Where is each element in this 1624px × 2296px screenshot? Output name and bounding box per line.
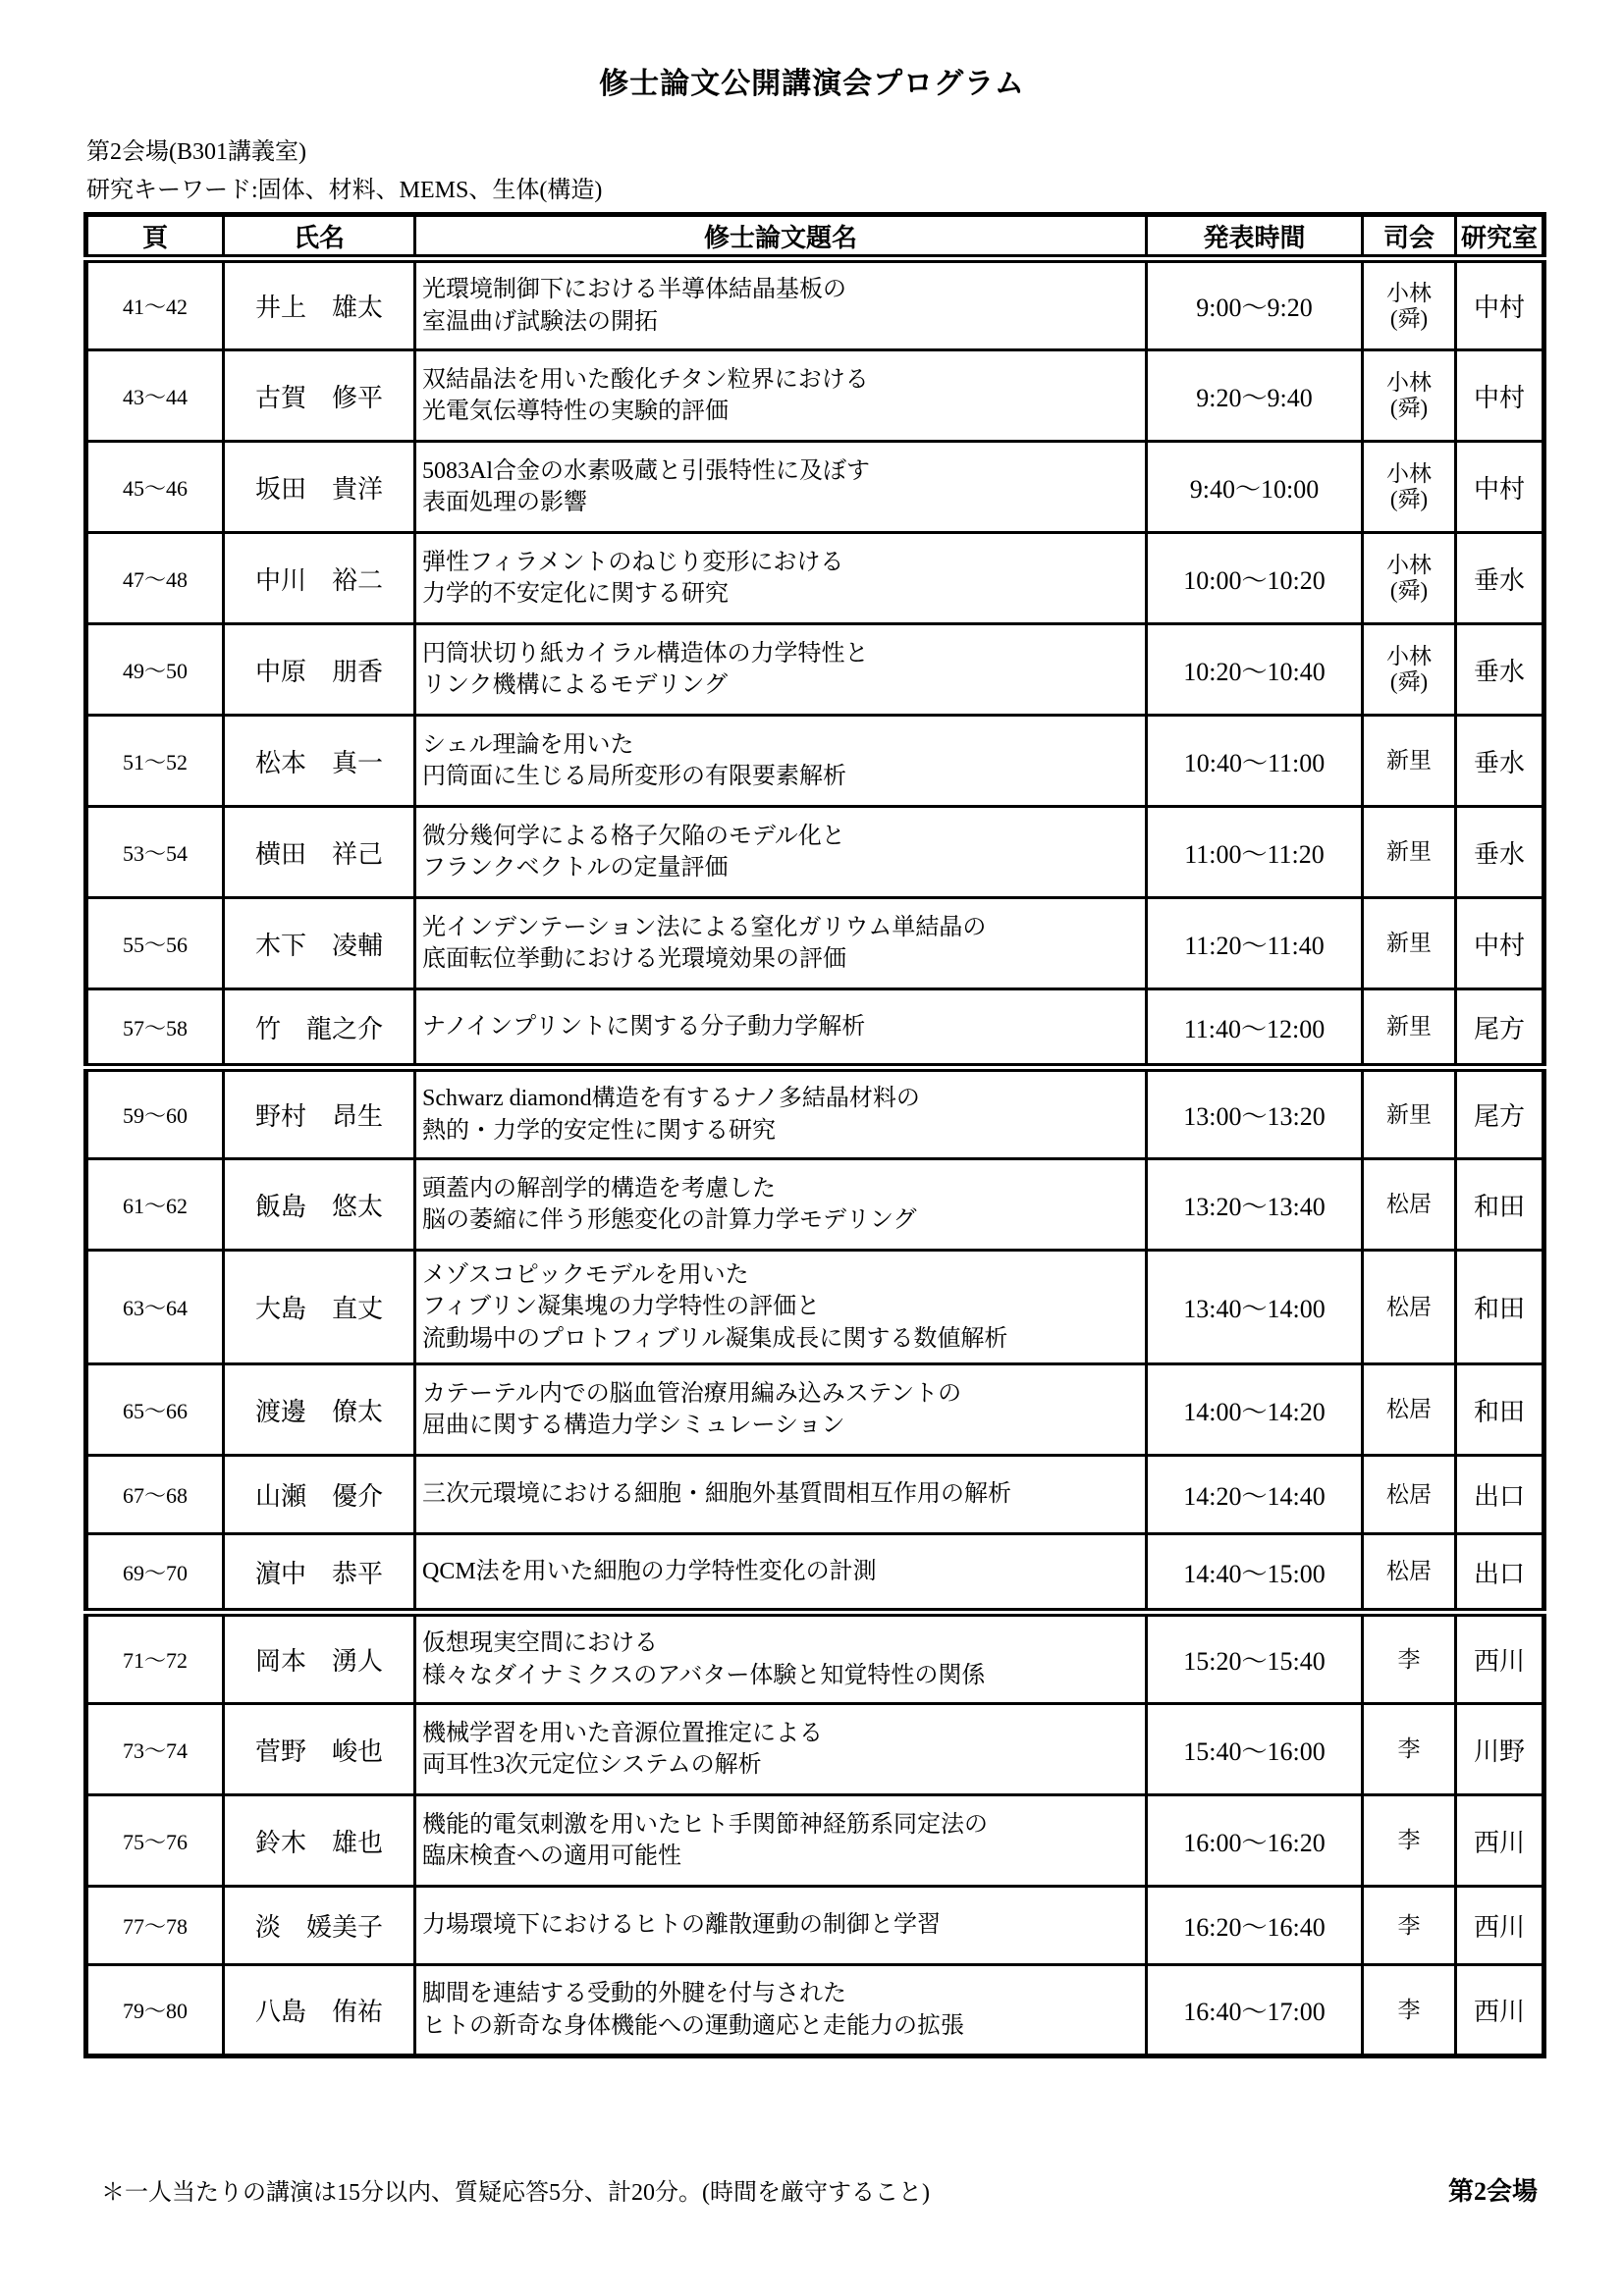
program-table-body [86, 259, 1544, 2056]
pages-cell: 45～46 [86, 442, 224, 533]
name-cell: 古賀 修平 [224, 350, 415, 442]
table-row [86, 1887, 1544, 1965]
lab-cell: 垂水 [1456, 624, 1544, 716]
pages-cell: 73～74 [86, 1704, 224, 1795]
time-cell: 10:40～11:00 [1147, 716, 1363, 807]
time-cell: 14:20～14:40 [1147, 1456, 1363, 1534]
name-cell: 野村 昂生 [224, 1068, 415, 1159]
table-row [86, 533, 1544, 624]
name-cell: 淡 媛美子 [224, 1887, 415, 1965]
lab-cell: 西川 [1456, 1613, 1544, 1704]
lab-cell: 出口 [1456, 1456, 1544, 1534]
table-row [86, 442, 1544, 533]
time-cell: 15:40～16:00 [1147, 1704, 1363, 1795]
table-row [86, 716, 1544, 807]
header-time: 発表時間 [1147, 215, 1363, 259]
pages-cell: 69～70 [86, 1534, 224, 1613]
chair-cell: 松居 [1363, 1251, 1456, 1364]
title-cell: 脚間を連結する受動的外腱を付与された ヒトの新奇な身体機能への運動適応と走能力の拡張 [415, 1965, 1147, 2056]
pages-cell: 43～44 [86, 350, 224, 442]
time-cell: 16:40～17:00 [1147, 1965, 1363, 2056]
time-cell: 16:00～16:20 [1147, 1795, 1363, 1887]
footer-venue-label: 第2会場 [1447, 2177, 1538, 2206]
table-row [86, 989, 1544, 1068]
title-cell: 弾性フィラメントのねじり変形における 力学的不安定化に関する研究 [415, 533, 1147, 624]
name-cell: 山瀬 優介 [224, 1456, 415, 1534]
chair-cell: 李 [1363, 1613, 1456, 1704]
table-row [86, 624, 1544, 716]
table-row [86, 350, 1544, 442]
time-cell: 10:20～10:40 [1147, 624, 1363, 716]
pages-cell: 61～62 [86, 1159, 224, 1251]
table-row [86, 898, 1544, 989]
page-title: 修士論文公開講演会プログラム [599, 68, 1025, 100]
time-cell: 11:20～11:40 [1147, 898, 1363, 989]
chair-cell: 小林 (舜) [1363, 624, 1456, 716]
pages-cell: 59～60 [86, 1068, 224, 1159]
pages-cell: 55～56 [86, 898, 224, 989]
table-row [86, 1364, 1544, 1456]
chair-cell: 新里 [1363, 716, 1456, 807]
lab-cell: 川野 [1456, 1704, 1544, 1795]
chair-cell: 新里 [1363, 898, 1456, 989]
name-cell: 渡邊 僚太 [224, 1364, 415, 1456]
header-title: 修士論文題名 [415, 215, 1147, 259]
chair-cell: 松居 [1363, 1456, 1456, 1534]
title-cell: 光環境制御下における半導体結晶基板の 室温曲げ試験法の開拓 [415, 259, 1147, 350]
title-cell: 光インデンテーション法による窒化ガリウム単結晶の 底面転位挙動における光環境効果の評価 [415, 898, 1147, 989]
venue-heading: 第2会場(B301講義室) [86, 139, 306, 165]
chair-cell: 新里 [1363, 1068, 1456, 1159]
chair-cell: 小林 (舜) [1363, 259, 1456, 350]
pages-cell: 79～80 [86, 1965, 224, 2056]
keywords-line: 研究キーワード:固体、材料、MEMS、生体(構造) [86, 178, 603, 203]
time-cell: 9:00～9:20 [1147, 259, 1363, 350]
pages-cell: 41～42 [86, 259, 224, 350]
time-cell: 15:20～15:40 [1147, 1613, 1363, 1704]
time-cell: 10:00～10:20 [1147, 533, 1363, 624]
name-cell: 菅野 峻也 [224, 1704, 415, 1795]
pages-cell: 75～76 [86, 1795, 224, 1887]
lab-cell: 和田 [1456, 1251, 1544, 1364]
name-cell: 坂田 貴洋 [224, 442, 415, 533]
title-cell: 円筒状切り紙カイラル構造体の力学特性と リンク機構によるモデリング [415, 624, 1147, 716]
pages-cell: 49～50 [86, 624, 224, 716]
title-cell: メゾスコピックモデルを用いた フィブリン凝集塊の力学特性の評価と 流動場中のプロトフィブリル凝集成長に関する数値解析 [415, 1251, 1147, 1364]
lab-cell: 西川 [1456, 1795, 1544, 1887]
lab-cell: 中村 [1456, 259, 1544, 350]
title-cell: 微分幾何学による格子欠陥のモデル化と フランクベクトルの定量評価 [415, 807, 1147, 898]
lab-cell: 尾方 [1456, 989, 1544, 1068]
time-cell: 11:40～12:00 [1147, 989, 1363, 1068]
table-row [86, 1795, 1544, 1887]
table-row [86, 259, 1544, 350]
table-row [86, 1251, 1544, 1364]
chair-cell: 新里 [1363, 989, 1456, 1068]
name-cell: 竹 龍之介 [224, 989, 415, 1068]
chair-cell: 李 [1363, 1965, 1456, 2056]
table-row [86, 1613, 1544, 1704]
pages-cell: 57～58 [86, 989, 224, 1068]
title-cell: シェル理論を用いた 円筒面に生じる局所変形の有限要素解析 [415, 716, 1147, 807]
title-cell: ナノインプリントに関する分子動力学解析 [415, 989, 1147, 1068]
lab-cell: 西川 [1456, 1887, 1544, 1965]
pages-cell: 77～78 [86, 1887, 224, 1965]
lab-cell: 和田 [1456, 1159, 1544, 1251]
title-cell: 双結晶法を用いた酸化チタン粒界における 光電気伝導特性の実験的評価 [415, 350, 1147, 442]
table-header [86, 215, 1544, 259]
chair-cell: 李 [1363, 1795, 1456, 1887]
time-cell: 13:40～14:00 [1147, 1251, 1363, 1364]
title-cell: 力場環境下におけるヒトの離散運動の制御と学習 [415, 1887, 1147, 1965]
chair-cell: 松居 [1363, 1159, 1456, 1251]
time-cell: 11:00～11:20 [1147, 807, 1363, 898]
header-lab: 研究室 [1456, 215, 1544, 259]
lab-cell: 西川 [1456, 1965, 1544, 2056]
chair-cell: 松居 [1363, 1534, 1456, 1613]
chair-cell: 小林 (舜) [1363, 533, 1456, 624]
chair-cell: 李 [1363, 1704, 1456, 1795]
table-row [86, 1456, 1544, 1534]
header-row [86, 215, 1544, 259]
table-row [86, 807, 1544, 898]
title-cell: 機能的電気刺激を用いたヒト手関節神経筋系同定法の 臨床検査への適用可能性 [415, 1795, 1147, 1887]
chair-cell: 新里 [1363, 807, 1456, 898]
title-cell: 三次元環境における細胞・細胞外基質間相互作用の解析 [415, 1456, 1147, 1534]
table-row [86, 1965, 1544, 2056]
footer-line [101, 2171, 1538, 2208]
footnote: ＊一人当たりの講演は15分以内、質疑応答5分、計20分。(時間を厳守すること) [101, 2180, 930, 2206]
table-row [86, 1534, 1544, 1613]
pages-cell: 67～68 [86, 1456, 224, 1534]
header-pages: 頁 [86, 215, 224, 259]
table-row [86, 1704, 1544, 1795]
name-cell: 鈴木 雄也 [224, 1795, 415, 1887]
time-cell: 9:40～10:00 [1147, 442, 1363, 533]
pages-cell: 65～66 [86, 1364, 224, 1456]
name-cell: 中原 朋香 [224, 624, 415, 716]
time-cell: 13:00～13:20 [1147, 1068, 1363, 1159]
name-cell: 岡本 湧人 [224, 1613, 415, 1704]
lab-cell: 中村 [1456, 898, 1544, 989]
name-cell: 横田 祥己 [224, 807, 415, 898]
time-cell: 14:00～14:20 [1147, 1364, 1363, 1456]
name-cell: 大島 直丈 [224, 1251, 415, 1364]
name-cell: 八島 侑祐 [224, 1965, 415, 2056]
chair-cell: 小林 (舜) [1363, 442, 1456, 533]
chair-cell: 李 [1363, 1887, 1456, 1965]
table-row [86, 1159, 1544, 1251]
title-cell: Schwarz diamond構造を有するナノ多結晶材料の 熱的・力学的安定性に関する研究 [415, 1068, 1147, 1159]
name-cell: 井上 雄太 [224, 259, 415, 350]
name-cell: 中川 裕二 [224, 533, 415, 624]
time-cell: 13:20～13:40 [1147, 1159, 1363, 1251]
lab-cell: 中村 [1456, 350, 1544, 442]
title-cell: カテーテル内での脳血管治療用編み込みステントの 屈曲に関する構造力学シミュレーション [415, 1364, 1147, 1456]
title-cell: 5083Al合金の水素吸蔵と引張特性に及ぼす 表面処理の影響 [415, 442, 1147, 533]
header-name: 氏名 [224, 215, 415, 259]
lab-cell: 出口 [1456, 1534, 1544, 1613]
pages-cell: 63～64 [86, 1251, 224, 1364]
name-cell: 飯島 悠太 [224, 1159, 415, 1251]
lab-cell: 垂水 [1456, 533, 1544, 624]
lab-cell: 垂水 [1456, 807, 1544, 898]
program-table [83, 212, 1546, 2058]
pages-cell: 51～52 [86, 716, 224, 807]
name-cell: 濵中 恭平 [224, 1534, 415, 1613]
table-row [86, 1068, 1544, 1159]
pages-cell: 53～54 [86, 807, 224, 898]
pages-cell: 71～72 [86, 1613, 224, 1704]
header-chair: 司会 [1363, 215, 1456, 259]
lab-cell: 中村 [1456, 442, 1544, 533]
title-cell: QCM法を用いた細胞の力学特性変化の計測 [415, 1534, 1147, 1613]
time-cell: 16:20～16:40 [1147, 1887, 1363, 1965]
time-cell: 9:20～9:40 [1147, 350, 1363, 442]
name-cell: 木下 凌輔 [224, 898, 415, 989]
chair-cell: 小林 (舜) [1363, 350, 1456, 442]
title-cell: 仮想現実空間における 様々なダイナミクスのアバター体験と知覚特性の関係 [415, 1613, 1147, 1704]
title-cell: 頭蓋内の解剖学的構造を考慮した 脳の萎縮に伴う形態変化の計算力学モデリング [415, 1159, 1147, 1251]
chair-cell: 松居 [1363, 1364, 1456, 1456]
lab-cell: 垂水 [1456, 716, 1544, 807]
name-cell: 松本 真一 [224, 716, 415, 807]
title-cell: 機械学習を用いた音源位置推定による 両耳性3次元定位システムの解析 [415, 1704, 1147, 1795]
lab-cell: 尾方 [1456, 1068, 1544, 1159]
time-cell: 14:40～15:00 [1147, 1534, 1363, 1613]
lab-cell: 和田 [1456, 1364, 1544, 1456]
pages-cell: 47～48 [86, 533, 224, 624]
